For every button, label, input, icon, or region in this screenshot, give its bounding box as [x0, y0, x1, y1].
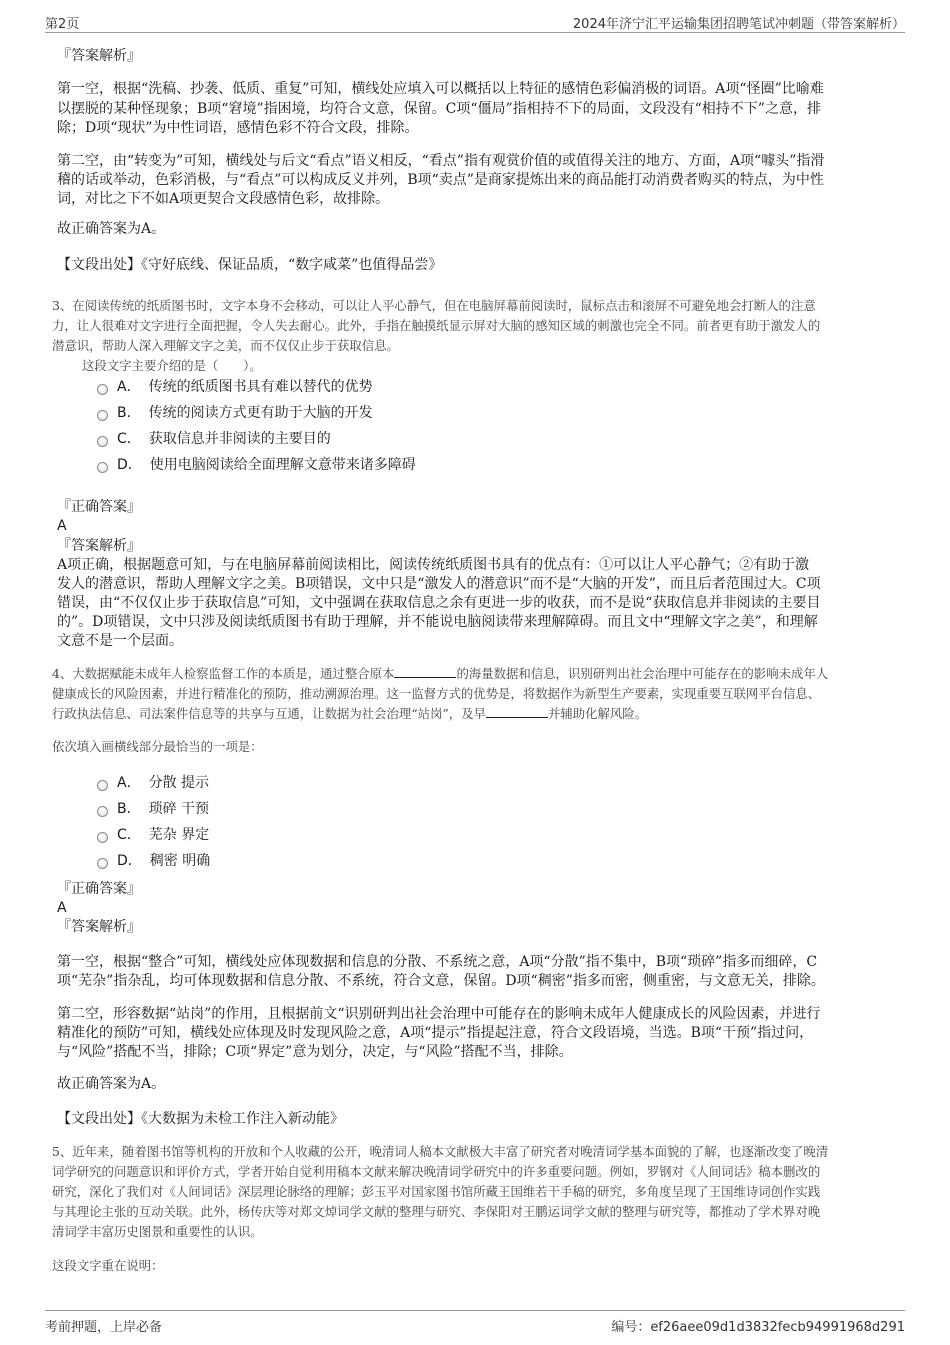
q2-analysis-line: 第二空，由“转变为”可知，横线处与后文“看点”语义相反，“看点”指有观赏价值的或值得关注的地方、方面，A项“噱头”指滑 [57, 153, 825, 169]
q5-question: 这段文字重在说明： [52, 1258, 164, 1273]
q5-stem-line: 词学研究的问题意识和评价方式，学者开始自觉利用稿本文献来解决晚清词学研究中的许多重要问题。例如，罗钢对《人间词话》稿本删改的 [52, 1164, 821, 1179]
q3-stem-line: 3、在阅读传统的纸质图书时，文字本身不会移动，可以让人平心静气，但在电脑屏幕前阅读时，鼠标点击和滚屏不可避免地会打断人的注意 [52, 298, 816, 313]
page-number: 第2页 [45, 17, 80, 32]
page-footer [45, 1310, 905, 1335]
option-text: 使用电脑阅读给全面理解文意带来诸多障碍 [149, 457, 416, 473]
q4-source: 【文段出处】《大数据为未检工作注入新动能》 [57, 1111, 344, 1127]
q4-correct-answer: A [57, 900, 67, 916]
footer-slogan: 考前押题，上岸必备 [45, 1320, 163, 1335]
q4-stem-line [52, 704, 892, 724]
q2-analysis-line: 以摆脱的某种怪现象；B项“窘境”指困境，均符合文意，保留。C项“僵局”指相持不下的局面，文段没有“相持不下”之意，排 [57, 101, 821, 117]
q4-analysis-line: 项“芜杂”指杂乱，均可体现数据和信息分散、不系统，符合文意，保留。D项“稠密”指多而密，侧重密，与文意无关，排除。 [57, 973, 825, 989]
q3-stem-line: 力，让人很难对文字进行全面把握，令人失去耐心。此外，手指在触摸纸显示屏对大脑的感知区域的刺激也完全不同。前者更有助于激发人的 [52, 318, 821, 333]
option-letter: A． [117, 379, 141, 395]
radio-icon[interactable] [97, 384, 108, 395]
q2-conclusion: 故正确答案为A。 [57, 221, 166, 237]
option-text: 传统的阅读方式更有助于大脑的开发 [148, 405, 373, 421]
answer-blank [394, 665, 456, 678]
q4-analysis-label: 『答案解析』 [57, 919, 141, 935]
q5-stem-line: 清词学丰富历史图景和重要性的认识。 [52, 1224, 263, 1239]
option-letter: A． [117, 775, 141, 791]
q5-stem-line: 与其理论主张的互动关联。此外，杨传庆等对郑文焯词学文献的整理与研究、李保阳对王鹏运词学文献的整理与研究等，都推动了学术界对晚 [52, 1204, 821, 1219]
q4-option-b[interactable] [97, 800, 209, 818]
q4-option-a[interactable] [97, 774, 209, 792]
option-letter: B． [117, 801, 141, 817]
radio-icon[interactable] [97, 462, 108, 473]
radio-icon[interactable] [97, 832, 108, 843]
option-text: 传统的纸质图书具有难以替代的优势 [148, 379, 373, 395]
q3-analysis-line: 文意不是一个层面。 [57, 633, 183, 649]
radio-icon[interactable] [97, 436, 108, 447]
q4-option-d[interactable] [97, 852, 210, 870]
q3-analysis-line: A项正确，根据题意可知，与在电脑屏幕前阅读相比，阅读传统纸质图书具有的优点有：①可以让人平心静气；②有助于激 [57, 557, 810, 573]
option-letter: C． [117, 431, 141, 447]
q3-option-d[interactable] [97, 456, 416, 474]
q2-analysis-line: 除；D项“现状”为中性词语，感情色彩不符合文段，排除。 [57, 120, 419, 136]
q3-correct-label: 『正确答案』 [57, 499, 141, 515]
q4-option-c[interactable] [97, 826, 209, 844]
option-letter: C． [117, 827, 141, 843]
q5-stem-line: 研究，深化了我们对《人间词话》深层理论脉络的理解；彭玉平对国家图书馆所藏王国维若干手稿的研究，多角度呈现了王国维诗词创作实践 [52, 1184, 821, 1199]
q2-analysis-line: 词，对比之下不如A项更契合文段感情色彩，故排除。 [57, 191, 390, 207]
q3-option-b[interactable] [97, 404, 373, 422]
q3-analysis-line: 错误，由“不仅仅止步于获取信息”可知，文中强调在获取信息之余有更进一步的收获，而不是说“获取信息并非阅读的主要目 [57, 595, 821, 611]
q4-analysis-line: 第二空，形容数据“站岗”的作用，且根据前文“识别研判出社会治理中可能存在的影响未成年人健康成长的风险因素，并进行 [57, 1006, 821, 1022]
q4-analysis-line: 与“风险”搭配不当，排除；C项“界定”意为划分，决定，与“风险”搭配不当，排除。 [57, 1044, 573, 1060]
radio-icon[interactable] [97, 806, 108, 817]
q4-conclusion: 故正确答案为A。 [57, 1076, 166, 1092]
q4-stem-part: 行政执法信息、司法案件信息等的共享与互通，让数据为社会治理“站岗”，及早 [52, 706, 486, 721]
q4-stem-part: 的海量数据和信息，识别研判出社会治理中可能存在的影响未成年人 [456, 666, 829, 681]
option-letter: D． [117, 853, 142, 869]
q4-stem-line [52, 664, 892, 684]
q5-stem-line: 5、近年来，随着图书馆等机构的开放和个人收藏的公开，晚清词人稿本文献极大丰富了研究者对晚清词学基本面貌的了解，也逐渐改变了晚清 [52, 1144, 829, 1159]
q4-stem-part: 并辅助化解风险。 [547, 706, 648, 721]
answer-blank [486, 705, 548, 718]
q3-option-a[interactable] [97, 378, 373, 396]
q2-analysis-line: 稽的话或举动，色彩消极，与“看点”可以构成反义并列，B项“卖点”是商家提炼出来的商品能打动消费者购买的特点，为中性 [57, 172, 824, 188]
option-text: 分散 提示 [148, 775, 210, 791]
q3-analysis-line: 的”。D项错误，文中只涉及阅读纸质图书有助于理解，并不能说电脑阅读带来理解障碍。而且文中“理解文字之美”，和理解 [57, 614, 818, 630]
q3-analysis-line: 发人的潜意识，帮助人理解文字之美。B项错误，文中只是“激发人的潜意识”而不是“大脑的开发”，而且后者范围过大。C项 [57, 576, 821, 592]
document-code: 编号：ef26aee09d1d3832fecb94991968d291 [611, 1320, 905, 1335]
q4-analysis-line: 精准化的预防”可知，横线处应体现及时发现风险之意，A项“提示”指提起注意，符合文段语境，当选。B项“干预”指过问， [57, 1025, 814, 1041]
q2-source: 【文段出处】《守好底线、保证品质，“数字咸菜”也值得品尝》 [57, 257, 443, 273]
q3-option-c[interactable] [97, 430, 331, 448]
q2-analysis-label: 『答案解析』 [57, 48, 141, 64]
option-letter: B． [117, 405, 141, 421]
q3-stem-line: 潜意识，帮助人深入理解文字之美，而不仅仅止步于获取信息。 [52, 338, 399, 353]
option-text: 获取信息并非阅读的主要目的 [148, 431, 331, 447]
page-header [45, 10, 905, 33]
q4-stem-line: 健康成长的风险因素，并进行精准化的预防，推动溯源治理。这一监督方式的优势是，将数据作为新型生产要素，实现重要互联网平台信息、 [52, 686, 821, 701]
q4-correct-label: 『正确答案』 [57, 881, 141, 897]
option-letter: D． [117, 457, 142, 473]
document-title: 2024年济宁汇平运输集团招聘笔试冲刺题（带答案解析） [572, 17, 905, 32]
q4-analysis-line: 第一空，根据“整合”可知，横线处应体现数据和信息的分散、不系统之意，A项“分散”指不集中，B项“琐碎”指多而细碎，C [57, 954, 818, 970]
radio-icon[interactable] [97, 780, 108, 791]
radio-icon[interactable] [97, 410, 108, 421]
option-text: 稠密 明确 [149, 853, 211, 869]
q3-correct-answer: A [57, 518, 67, 534]
q4-stem-part: 4、大数据赋能未成年人检察监督工作的本质是，通过整合原本 [52, 666, 395, 681]
option-text: 琐碎 干预 [148, 801, 210, 817]
radio-icon[interactable] [97, 858, 108, 869]
q3-question: 这段文字主要介绍的是（ ）。 [82, 358, 262, 373]
q4-question: 依次填入画横线部分最恰当的一项是： [52, 739, 263, 754]
q3-analysis-label: 『答案解析』 [57, 538, 141, 554]
option-text: 芜杂 界定 [148, 827, 210, 843]
q2-analysis-line: 第一空，根据“洗稿、抄袭、低质、重复”可知，横线处应填入可以概括以上特征的感情色彩偏消极的词语。A项“怪圈”比喻难 [57, 81, 824, 97]
